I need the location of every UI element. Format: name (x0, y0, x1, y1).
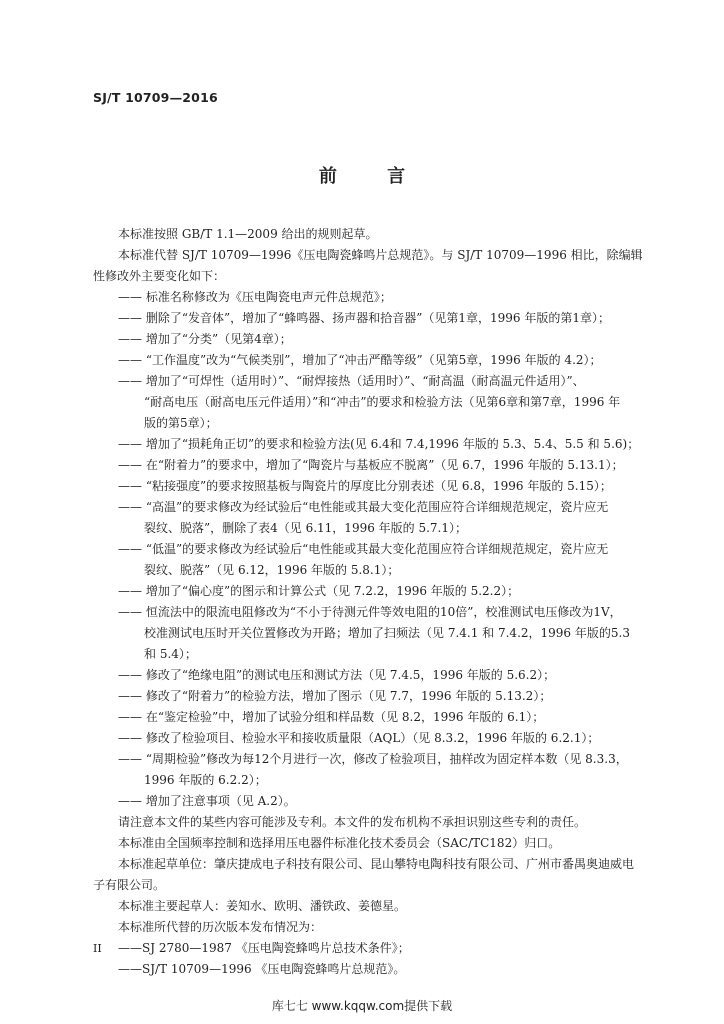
list-item: —— 删除了“发音体”，增加了“蜂鸣器、扬声器和拾音器”（见第1章，1996 年版的第1章）； (118, 311, 610, 325)
list-item-continuation: 和 5.4）； (144, 647, 197, 661)
list-item: —— 标准名称修改为《压电陶瓷电声元件总规范》； (118, 290, 392, 304)
page-title: 前 言 (318, 166, 428, 187)
list-item: ——SJ 2780—1987 《压电陶瓷蜂鸣片总技术条件》； (118, 941, 410, 955)
text-line: 本标准起草单位：肇庆捷成电子科技有限公司、昆山攀特电陶科技有限公司、广州市番禺奥迪威电 (118, 857, 635, 871)
text-line: 本标准所代替的历次版本发布情况为： (118, 920, 323, 934)
list-item: —— “周期检验”修改为每12个月进行一次，修改了检验项目，抽样改为固定样本数（见 8.3.3， (118, 752, 628, 766)
text-line: 性修改外主要变化如下： (93, 269, 226, 283)
list-item-continuation: “耐高电压（耐高电压元件适用）”和“冲击”的要求和检验方法（见第6章和第7章，1996 年 (144, 395, 621, 409)
list-item: ——SJ/T 10709—1996 《压电陶瓷蜂鸣片总规范》。 (118, 962, 406, 976)
list-item-continuation: 版的第5章）； (144, 416, 218, 430)
list-item-continuation: 裂纹、脱落”（见 6.12，1996 年版的 5.8.1）； (144, 563, 400, 577)
list-item: —— 修改了检验项目、检验水平和接收质量限（AQL）（见 8.3.2，1996 年版的 6.2.1）； (118, 731, 600, 745)
list-item-continuation: 校准测试电压时开关位置修改为开路；增加了扫频法（见 7.4.1 和 7.4.2，1996 年版的5.3 (144, 626, 630, 640)
page-number: II (93, 942, 102, 955)
text-line: 本标准由全国频率控制和选择用压电器件标准化技术委员会（SAC/TC182）归口。 (118, 836, 561, 850)
list-item: —— 增加了“损耗角正切”的要求和检验方法(见 6.4和 7.4,1996 年版的 5.3、5.4、5.5 和 5.6)； (118, 437, 640, 451)
list-item: —— 在“附着力”的要求中，增加了“陶瓷片与基板应不脱离”（见 6.7，1996 年版的 5.13.1）； (118, 458, 624, 472)
list-item: —— 恒流法中的限流电阻修改为“不小于待测元件等效电阻的10倍”，校准测试电压修改为1V， (118, 605, 622, 619)
text-line: 请注意本文件的某些内容可能涉及专利。本文件的发布机构不承担识别这些专利的责任。 (118, 815, 587, 829)
download-watermark: 库七七 www.kqqw.com提供下载 (271, 999, 453, 1013)
standard-code: SJ/T 10709—2016 (93, 90, 218, 105)
list-item: —— 在“鉴定检验”中，增加了试验分组和样品数（见 8.2，1996 年版的 6.1）； (118, 710, 545, 724)
text-line: 本标准主要起草人：姜知水、欧明、潘铁政、姜德星。 (118, 899, 407, 913)
list-item: —— 修改了“绝缘电阻”的测试电压和测试方法（见 7.4.5，1996 年版的 5.6.2）； (118, 668, 556, 682)
list-item: —— 增加了“分类”（见第4章）； (118, 332, 292, 346)
text-line: 子有限公司。 (93, 878, 166, 892)
list-item: —— 修改了“附着力”的检验方法，增加了图示（见 7.7，1996 年版的 5.13.2）； (118, 689, 552, 703)
text-line: 本标准代替 SJ/T 10709—1996《压电陶瓷蜂鸣片总规范》。与 SJ/T 10709—1996 相比，除编辑 (118, 248, 643, 262)
list-item-continuation: 裂纹、脱落”，删除了表4（见 6.11，1996 年版的 5.7.1）； (144, 521, 468, 535)
list-item: —— “高温”的要求修改为经试验后“电性能或其最大变化范围应符合详细规范规定，瓷片应无 (118, 500, 609, 514)
list-item: —— 增加了“可焊性（适用时）”、“耐焊接热（适用时）”、“耐高温（耐高温元件适用）”、 (118, 374, 585, 388)
list-item: —— 增加了注意事项（见 A.2）。 (118, 794, 296, 808)
list-item-continuation: 1996 年版的 6.2.2）； (144, 773, 267, 787)
list-item: —— 增加了“偏心度”的图示和计算公式（见 7.2.2，1996 年版的 5.2.2）； (118, 584, 520, 598)
text-line: 本标准按照 GB/T 1.1—2009 给出的规则起草。 (118, 227, 378, 241)
list-item: —— “工作温度”改为“气候类别”，增加了“冲击严酷等级”（见第5章，1996 年版的 4.2）； (118, 353, 602, 367)
list-item: —— “粘接强度”的要求按照基板与陶瓷片的厚度比分别表述（见 6.8，1996 年版的 5.15）； (118, 479, 612, 493)
list-item: —— “低温”的要求修改为经试验后“电性能或其最大变化范围应符合详细规范规定，瓷片应无 (118, 542, 609, 556)
